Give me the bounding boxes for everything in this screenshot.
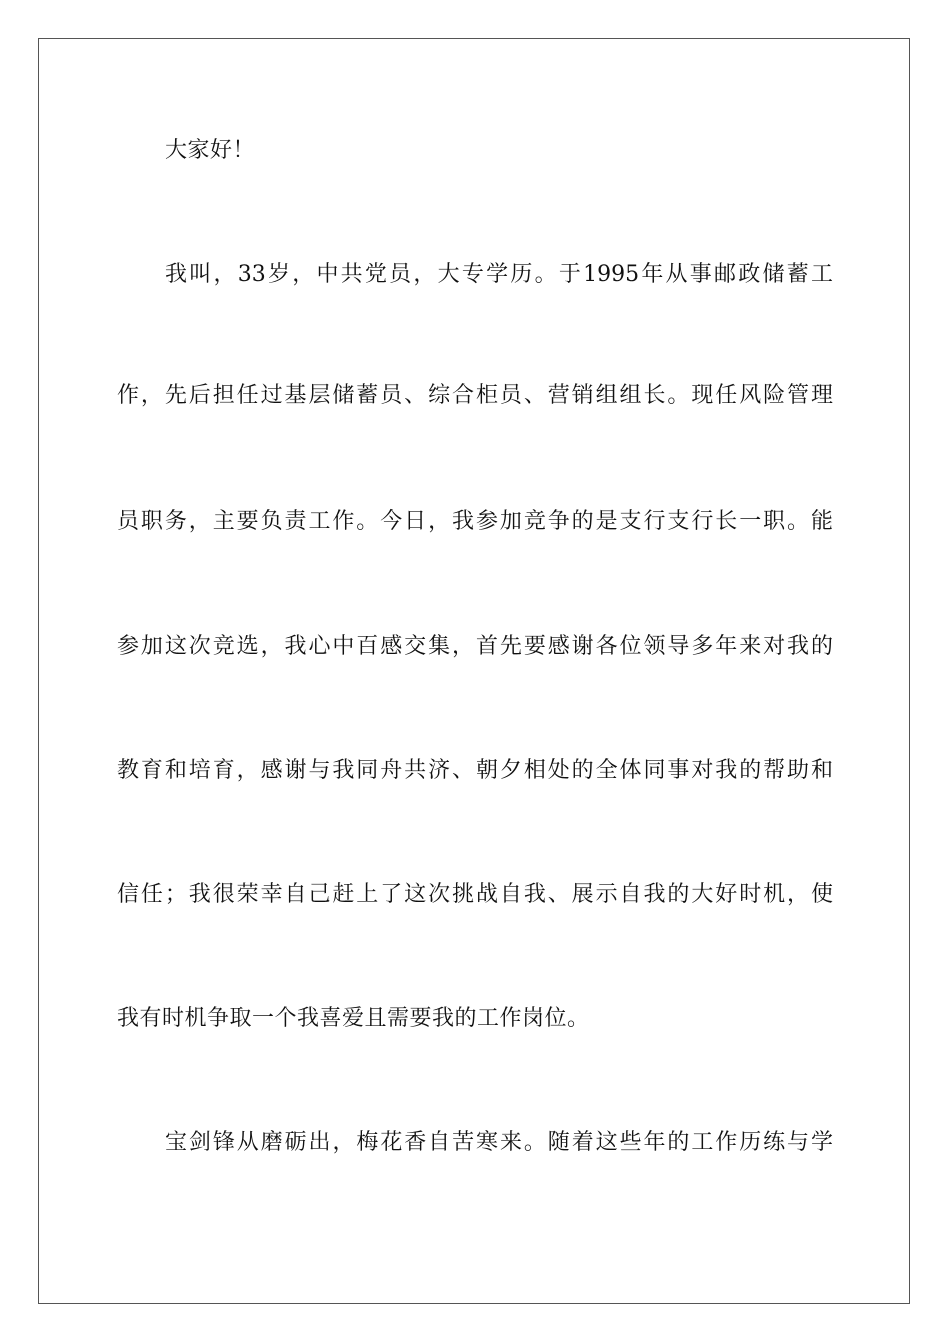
paragraph-line: 作，先后担任过基层储蓄员、综合柜员、营销组组长。现任风险管理 bbox=[117, 383, 833, 408]
page-frame bbox=[38, 38, 910, 1304]
paragraph-line: 我叫，33岁，中共党员，大专学历。于1995年从事邮政储蓄工 bbox=[165, 262, 833, 287]
paragraph-line: 信任；我很荣幸自己赶上了这次挑战自我、展示自我的大好时机，使 bbox=[117, 882, 833, 907]
paragraph-line: 参加这次竞选，我心中百感交集，首先要感谢各位领导多年来对我的 bbox=[117, 634, 833, 659]
paragraph-line: 宝剑锋从磨砺出，梅花香自苦寒来。随着这些年的工作历练与学 bbox=[165, 1130, 833, 1155]
paragraph-line: 员职务，主要负责工作。今日，我参加竞争的是支行支行长一职。能 bbox=[117, 509, 833, 534]
paragraph-line: 我有时机争取一个我喜爱且需要我的工作岗位。 bbox=[117, 1006, 590, 1031]
paragraph-line: 教育和培育，感谢与我同舟共济、朝夕相处的全体同事对我的帮助和 bbox=[117, 758, 833, 783]
greeting-line: 大家好！ bbox=[165, 138, 256, 163]
